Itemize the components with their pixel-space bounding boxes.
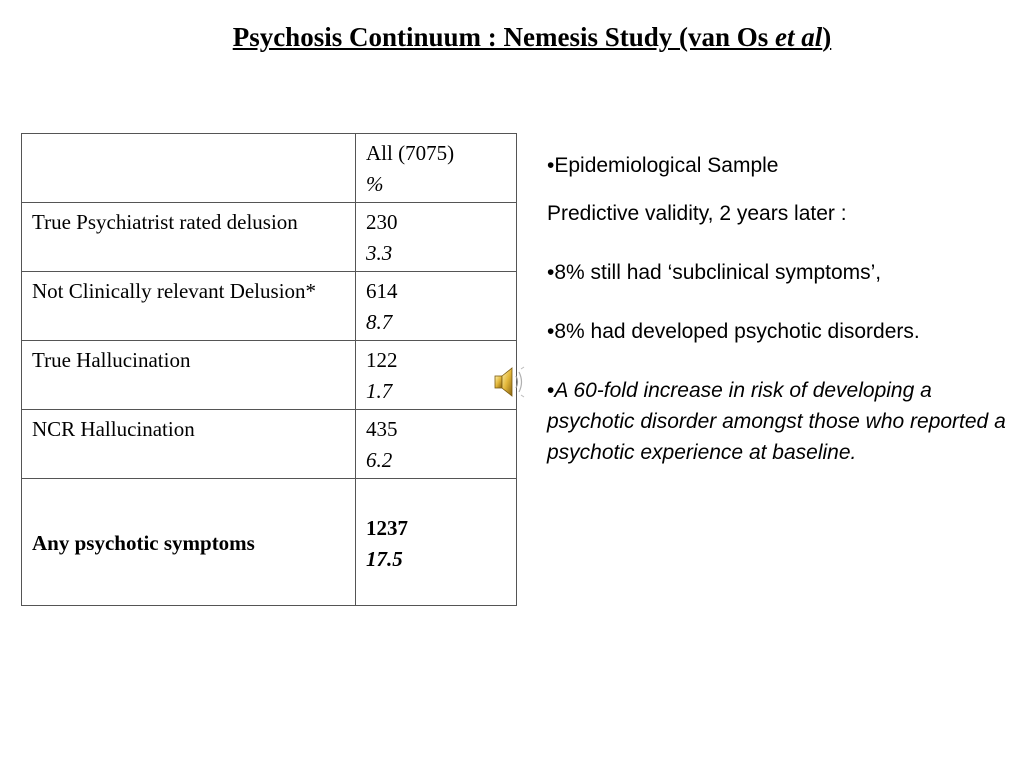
row-count: 614: [366, 279, 398, 303]
note-subclinical-symptoms: •8% still had ‘subclinical symptoms’,: [547, 261, 882, 284]
slide-title: [0, 22, 1024, 53]
table-row-total: [22, 479, 517, 606]
row-count: 1237: [366, 516, 408, 540]
row-value-cell: [356, 479, 517, 606]
title-main: Psychosis Continuum : Nemesis Study (van Os: [232, 22, 776, 52]
note-risk-increase: [547, 375, 1007, 468]
note-bullet: •: [547, 379, 555, 402]
speaker-icon[interactable]: [493, 364, 527, 400]
note-psychotic-disorders: •8% had developed psychotic disorders.: [547, 320, 920, 343]
row-count: 230: [366, 210, 398, 234]
row-percent: 6.2: [366, 448, 393, 472]
title-italic: et al: [775, 22, 823, 52]
header-all-label: All (7075): [366, 141, 455, 165]
table-row: [22, 410, 517, 479]
study-notes: [547, 150, 1007, 468]
row-percent: 1.7: [366, 379, 393, 403]
header-empty-cell: [22, 134, 356, 203]
note-predictive-validity: Predictive validity, 2 years later :: [547, 202, 847, 225]
row-percent: 8.7: [366, 310, 393, 334]
note-epidemiological-sample: •Epidemiological Sample: [547, 154, 779, 177]
row-label: Not Clinically relevant Delusion*: [22, 272, 356, 341]
note-risk-text: A 60-fold increase in risk of developing a psychotic disorder amongst those who reported a psychotic experience at baseline.: [547, 379, 1006, 464]
row-label: Any psychotic symptoms: [22, 479, 356, 606]
row-percent: 17.5: [366, 547, 403, 571]
title-close: ): [822, 22, 832, 52]
row-value-cell: [356, 272, 517, 341]
table-row: [22, 272, 517, 341]
row-value-cell: [356, 410, 517, 479]
row-label: NCR Hallucination: [22, 410, 356, 479]
table-row: [22, 203, 517, 272]
prevalence-table: [21, 133, 517, 606]
row-count: 435: [366, 417, 398, 441]
table-row: [22, 341, 517, 410]
table-header-row: [22, 134, 517, 203]
row-value-cell: [356, 203, 517, 272]
row-percent: 3.3: [366, 241, 393, 265]
row-label: True Psychiatrist rated delusion: [22, 203, 356, 272]
row-label: True Hallucination: [22, 341, 356, 410]
row-count: 122: [366, 348, 398, 372]
header-unit-label: %: [366, 172, 384, 196]
header-all-cell: [356, 134, 517, 203]
